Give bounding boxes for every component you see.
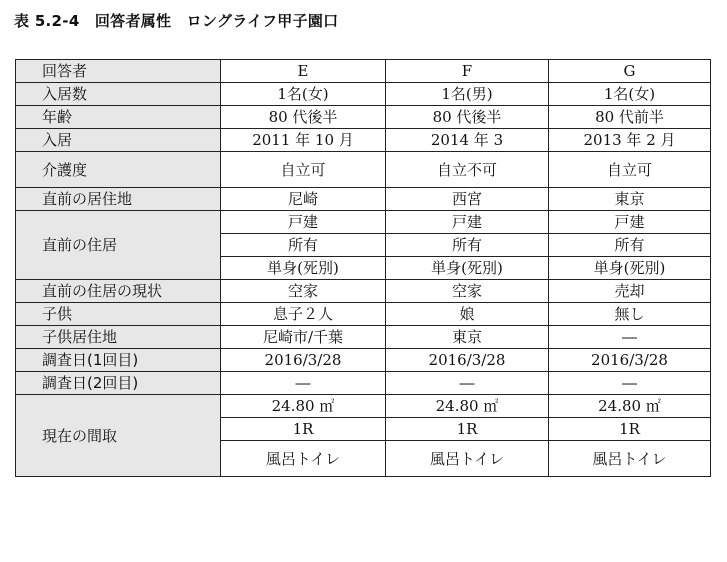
row-label-prev-home-status: 直前の住居の現状 <box>16 280 221 303</box>
table-cell: 1名(男) <box>386 83 549 106</box>
row-label-prev-home: 直前の住居 <box>16 211 221 280</box>
respondent-attributes-table <box>15 59 711 477</box>
table-cell: 所有 <box>549 234 711 257</box>
table-cell: 2014 年 3 <box>386 129 549 152</box>
table-cell: 1R <box>549 418 711 441</box>
table-cell: 西宮 <box>386 188 549 211</box>
table-cell: 単身(死別) <box>221 257 386 280</box>
table-cell: 24.80 ㎡ <box>386 395 549 418</box>
table-cell: 1R <box>221 418 386 441</box>
table-row <box>16 129 711 152</box>
table-cell: 所有 <box>221 234 386 257</box>
table-row <box>16 303 711 326</box>
table-cell: 自立可 <box>221 152 386 188</box>
table-cell: 風呂トイレ <box>221 441 386 477</box>
table-cell: 息子２人 <box>221 303 386 326</box>
table-cell: 戸建 <box>549 211 711 234</box>
table-cell: 単身(死別) <box>549 257 711 280</box>
table-cell: 1名(女) <box>221 83 386 106</box>
table-cell: ― <box>549 372 711 395</box>
table-row <box>16 349 711 372</box>
table-row <box>16 395 711 418</box>
table-cell: 尼崎市/千葉 <box>221 326 386 349</box>
row-label-residents: 入居数 <box>16 83 221 106</box>
table-row <box>16 106 711 129</box>
table-cell: 2013 年 2 月 <box>549 129 711 152</box>
table-cell: 風呂トイレ <box>386 441 549 477</box>
table-cell: 24.80 ㎡ <box>221 395 386 418</box>
table-cell: 1名(女) <box>549 83 711 106</box>
row-label-survey-2: 調査日(2回目) <box>16 372 221 395</box>
table-cell: 自立不可 <box>386 152 549 188</box>
table-cell: 売却 <box>549 280 711 303</box>
table-cell: ― <box>221 372 386 395</box>
table-header-row <box>16 60 711 83</box>
table-caption: 表 5.2-4 回答者属性 ロングライフ甲子園口 <box>14 12 339 30</box>
table-cell: 単身(死別) <box>386 257 549 280</box>
table-cell: 80 代後半 <box>386 106 549 129</box>
table-cell: 80 代後半 <box>221 106 386 129</box>
row-label-children-place: 子供居住地 <box>16 326 221 349</box>
row-label-respondent: 回答者 <box>16 60 221 83</box>
row-label-children: 子供 <box>16 303 221 326</box>
table-cell: 東京 <box>549 188 711 211</box>
table-cell: 娘 <box>386 303 549 326</box>
table-cell: 2016/3/28 <box>549 349 711 372</box>
column-header-f: F <box>386 60 549 83</box>
table-cell: 無し <box>549 303 711 326</box>
table-cell: 尼崎 <box>221 188 386 211</box>
table-row <box>16 211 711 234</box>
column-header-g: G <box>549 60 711 83</box>
column-header-e: E <box>221 60 386 83</box>
table-cell: 戸建 <box>221 211 386 234</box>
table-cell: 1R <box>386 418 549 441</box>
table-cell: 24.80 ㎡ <box>549 395 711 418</box>
table-cell: 空家 <box>221 280 386 303</box>
table-row <box>16 280 711 303</box>
row-label-care: 介護度 <box>16 152 221 188</box>
row-label-age: 年齢 <box>16 106 221 129</box>
table-row <box>16 372 711 395</box>
table-cell: 2016/3/28 <box>386 349 549 372</box>
table-cell: 2011 年 10 月 <box>221 129 386 152</box>
table-cell: 風呂トイレ <box>549 441 711 477</box>
table-cell: 空家 <box>386 280 549 303</box>
row-label-prev-place: 直前の居住地 <box>16 188 221 211</box>
table-cell: 所有 <box>386 234 549 257</box>
table-cell: ― <box>386 372 549 395</box>
table-cell: 2016/3/28 <box>221 349 386 372</box>
table-row <box>16 326 711 349</box>
table-row <box>16 83 711 106</box>
table-row <box>16 188 711 211</box>
table-cell: 80 代前半 <box>549 106 711 129</box>
row-label-survey-1: 調査日(1回目) <box>16 349 221 372</box>
table-cell: 東京 <box>386 326 549 349</box>
row-label-layout: 現在の間取 <box>16 395 221 477</box>
table-cell: 戸建 <box>386 211 549 234</box>
table-cell: 自立可 <box>549 152 711 188</box>
row-label-move-in: 入居 <box>16 129 221 152</box>
table-cell: ― <box>549 326 711 349</box>
table-row <box>16 152 711 188</box>
